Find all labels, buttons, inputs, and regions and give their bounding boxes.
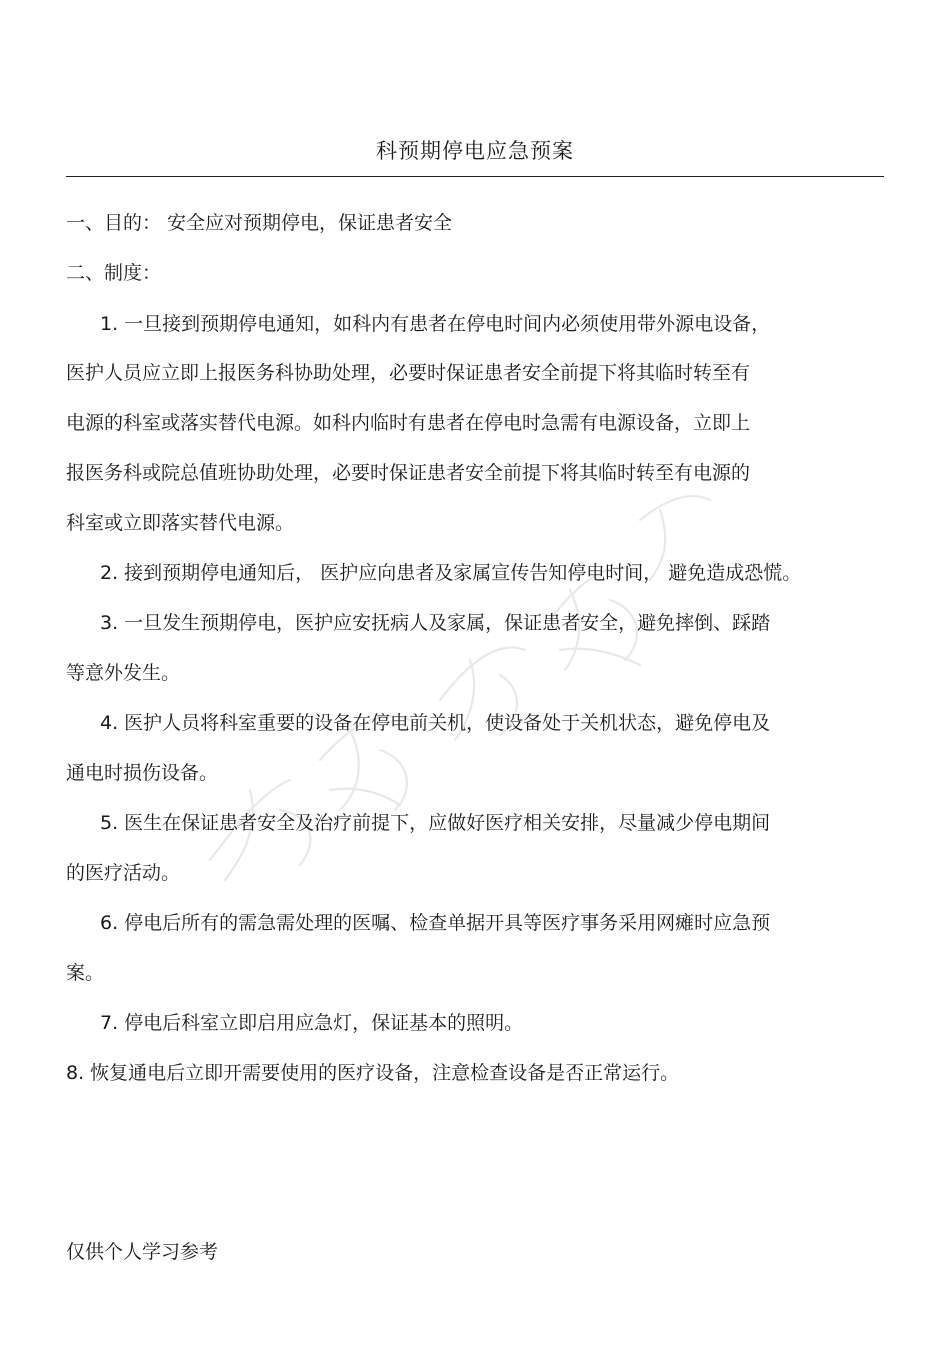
- purpose-line: 一、目的： 安全应对预期停电，保证患者安全: [66, 212, 453, 234]
- paragraph-line: 6. 停电后所有的需急需处理的医嘱、检查单据开具等医疗事务采用网瘫时应急预: [100, 912, 771, 934]
- paragraph-line: 4. 医护人员将科室重要的设备在停电前关机，使设备处于关机状态，避免停电及: [100, 712, 771, 734]
- paragraph-line: 通电时损伤设备。: [66, 762, 219, 784]
- paragraph-line: 案。: [66, 962, 105, 984]
- paragraph-line: 电源的科室或落实替代电源。如科内临时有患者在停电时急需有电源设备，立即上: [66, 412, 751, 434]
- footer-note: 仅供个人学习参考: [66, 1241, 219, 1263]
- paragraph-line: 的医疗活动。: [66, 862, 181, 884]
- paragraph-line: 5. 医生在保证患者安全及治疗前提下，应做好医疗相关安排，尽量减少停电期间: [100, 812, 771, 834]
- document-title: 科预期停电应急预案: [376, 139, 574, 163]
- paragraph-line: 2. 接到预期停电通知后， 医护应向患者及家属宣传告知停电时间， 避免造成恐慌。: [100, 562, 802, 584]
- title-divider: [66, 176, 884, 177]
- paragraph-line: 科室或立即落实替代电源。: [66, 512, 295, 534]
- paragraph-line: 等意外发生。: [66, 662, 181, 684]
- paragraph-line: 报医务科或院总值班协助处理，必要时保证患者安全前提下将其临时转至有电源的: [66, 462, 751, 484]
- paragraph-line: 3. 一旦发生预期停电，医护应安抚病人及家属，保证患者安全，避免摔倒、踩踏: [100, 612, 771, 634]
- paragraph-line: 医护人员应立即上报医务科协助处理，必要时保证患者安全前提下将其临时转至有: [66, 362, 751, 384]
- paragraph-line: 7. 停电后科室立即启用应急灯，保证基本的照明。: [100, 1012, 524, 1034]
- paragraph-line: 8. 恢复通电后立即开需要使用的医疗设备，注意检查设备是否正常运行。: [66, 1062, 680, 1084]
- system-heading: 二、制度：: [66, 262, 162, 284]
- paragraph-line: 1. 一旦接到预期停电通知，如科内有患者在停电时间内必须使用带外源电设备，: [100, 313, 771, 335]
